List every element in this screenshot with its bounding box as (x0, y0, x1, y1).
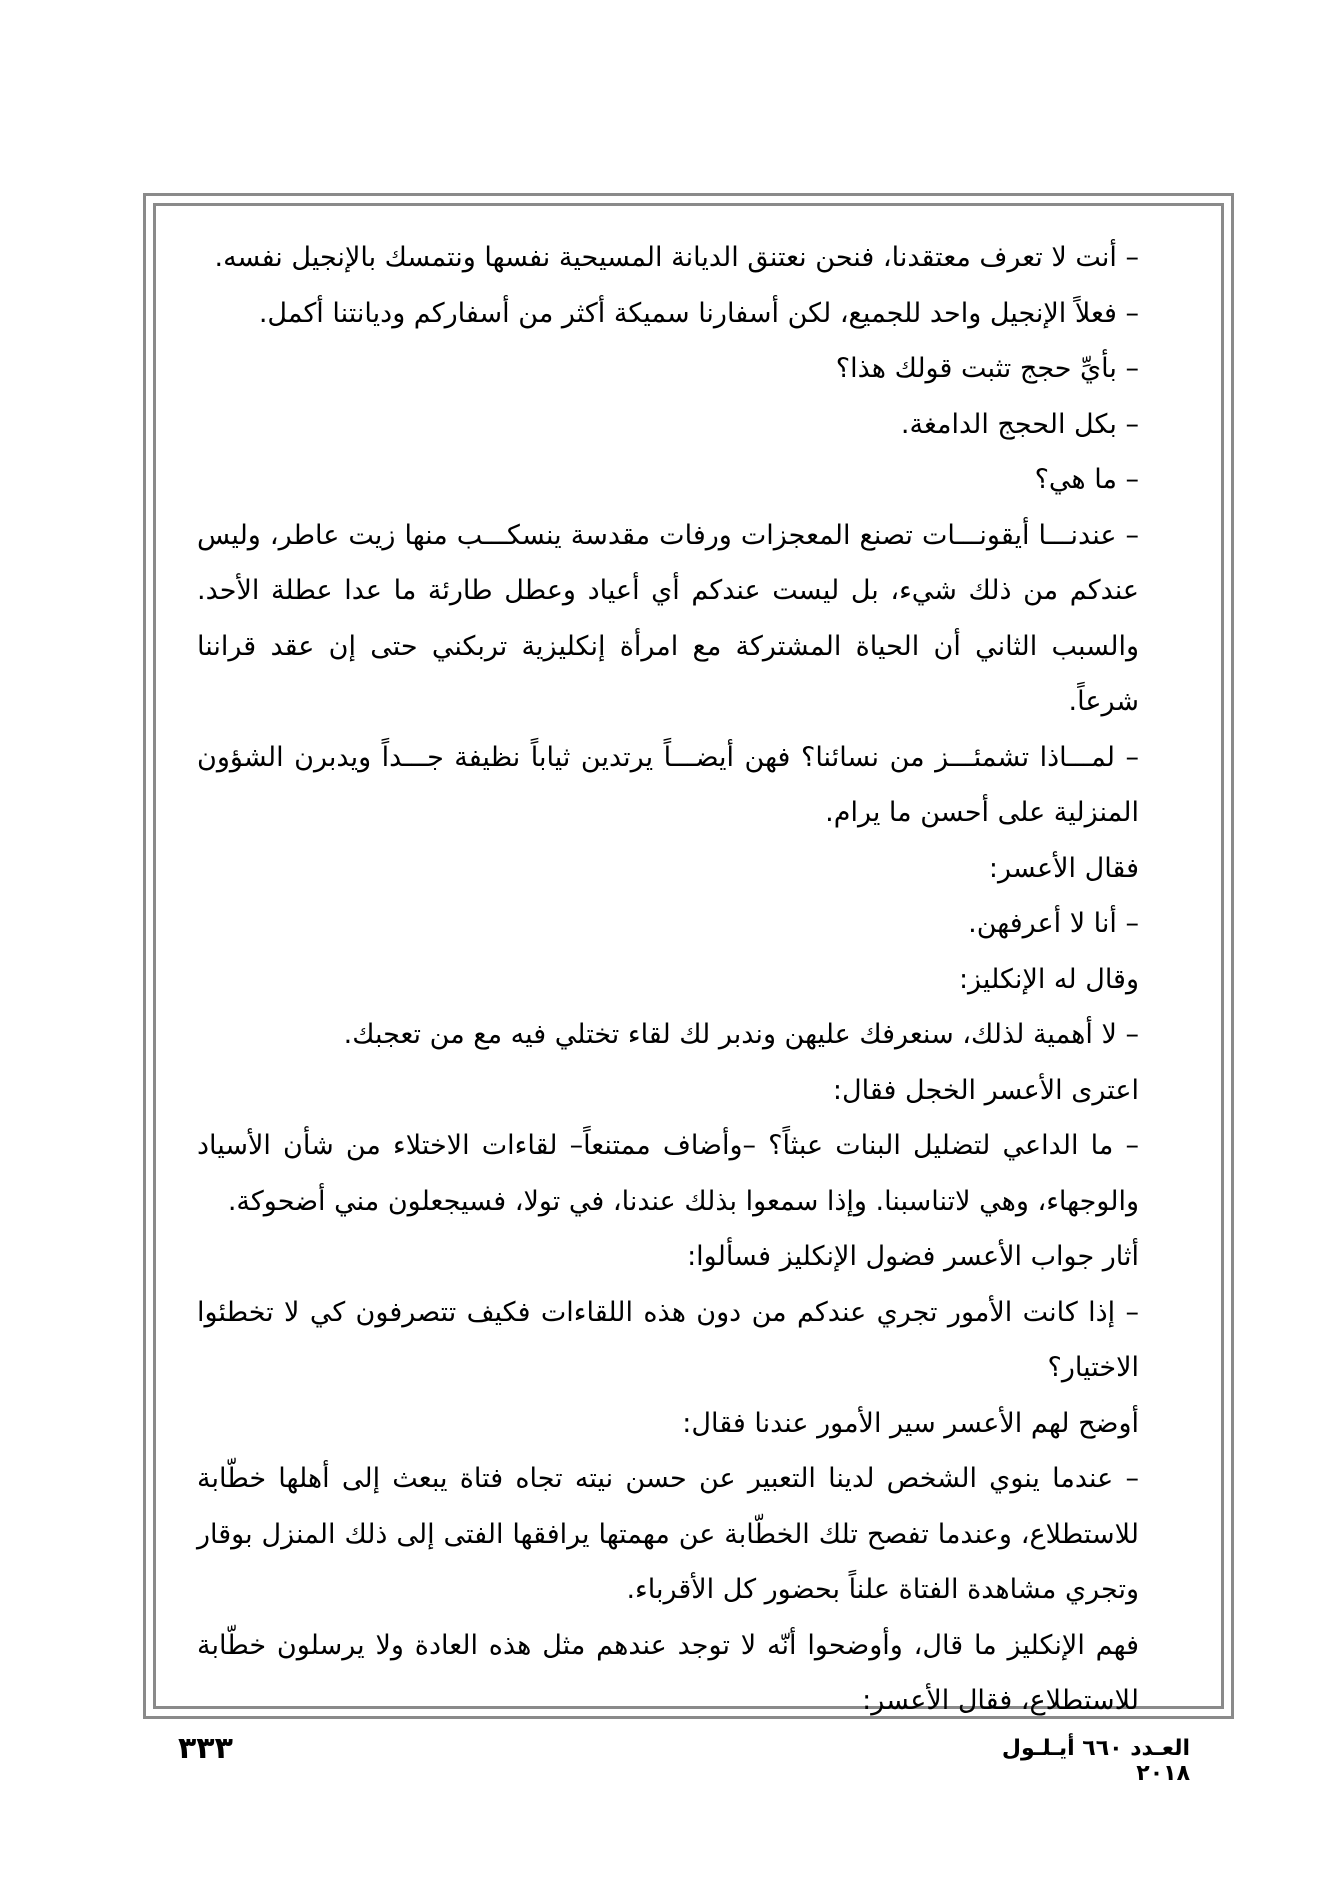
narration-line: أثار جواب الأعسر فضول الإنكليز فسألوا: (687, 1241, 1139, 1272)
dialogue-line: – عندنـــا أيقونـــات تصنع المعجزات ورفات مقدسة ينسكـــب منها زيت عاطر، وليس عندكم من ذلك شيء، بل ليست عندكم أي أعياد وعطل طارئة ما عدا عطلة الأحد. والسبب الثاني أن الحياة المشتركة مع امرأة إنكليزية تربكني حتى إن عقد قراننا شرعاً. (197, 519, 1139, 717)
dialogue-line: – بأيِّ حجج تثبت قولك هذا؟ (835, 353, 1139, 384)
dialogue-line: – لمـــاذا تشمئـــز من نسائنا؟ فهن أيضـــاً يرتدين ثياباً نظيفة جـــداً ويدبرن الشؤون المنزلية على أحسن ما يرام. (197, 741, 1139, 828)
narration-line: فقال الأعسر: (988, 852, 1139, 884)
dialogue-line: – بكل الحجج الدامغة. (900, 408, 1139, 440)
dialogue-line: – لا أهمية لذلك، سنعرفك عليهن وندبر لك لقاء تختلي فيه مع من تعجبك. (343, 1019, 1139, 1050)
narration-line: فهم الإنكليز ما قال، وأوضحوا أنّه لا توجد عندهم مثل هذه العادة ولا يرسلون خطّابة للاستطلاع، فقال الأعسر: (197, 1629, 1139, 1716)
dialogue-line: – فعلاً الإنجيل واحد للجميع، لكن أسفارنا سميكة أكثر من أسفاركم وديانتنا أكمل. (258, 297, 1139, 329)
dialogue-line: – ما هي؟ (1034, 464, 1139, 495)
main-text (197, 230, 1187, 1729)
narration-line: وقال له الإنكليز: (958, 963, 1139, 995)
dialogue-line: – عندما ينوي الشخص لدينا التعبير عن حسن نيته تجاه فتاة يبعث إلى أهلها خطّابة للاستطلاع، وعندما تفصح تلك الخطّابة عن مهمتها يرافقها الفتى إلى ذلك المنزل بوقار وتجري مشاهدة الفتاة علناً بحضور كل الأقرباء. (197, 1463, 1139, 1605)
page-number: ٣٣٣ (178, 1731, 233, 1766)
dialogue-line: – إذا كانت الأمور تجري عندكم من دون هذه اللقاءات فكيف تتصرفون كي لا تخطئوا الاختيار؟ (197, 1296, 1139, 1383)
narration-line: أوضح لهم الأعسر سير الأمور عندنا فقال: (682, 1407, 1139, 1439)
narration-line: اعترى الأعسر الخجل فقال: (832, 1074, 1139, 1106)
dialogue-line: – أنت لا تعرف معتقدنا، فنحن نعتنق الديانة المسيحية نفسها ونتمسك بالإنجيل نفسه. (214, 242, 1139, 273)
dialogue-line: – ما الداعي لتضليل البنات عبثاً؟ –وأضاف ممتنعاً– لقاءات الاختلاء من شأن الأسياد والوجهاء، وهي لاتناسبنا. وإذا سمعوا بذلك عندنا، في تولا، فسيجعلون مني أضحوكة. (197, 1130, 1139, 1217)
dialogue-line: – أنا لا أعرفهن. (968, 908, 1139, 939)
issue-info: العـدد ٦٦٠ أيـلـول ٢٠١٨ (1001, 1736, 1190, 1786)
